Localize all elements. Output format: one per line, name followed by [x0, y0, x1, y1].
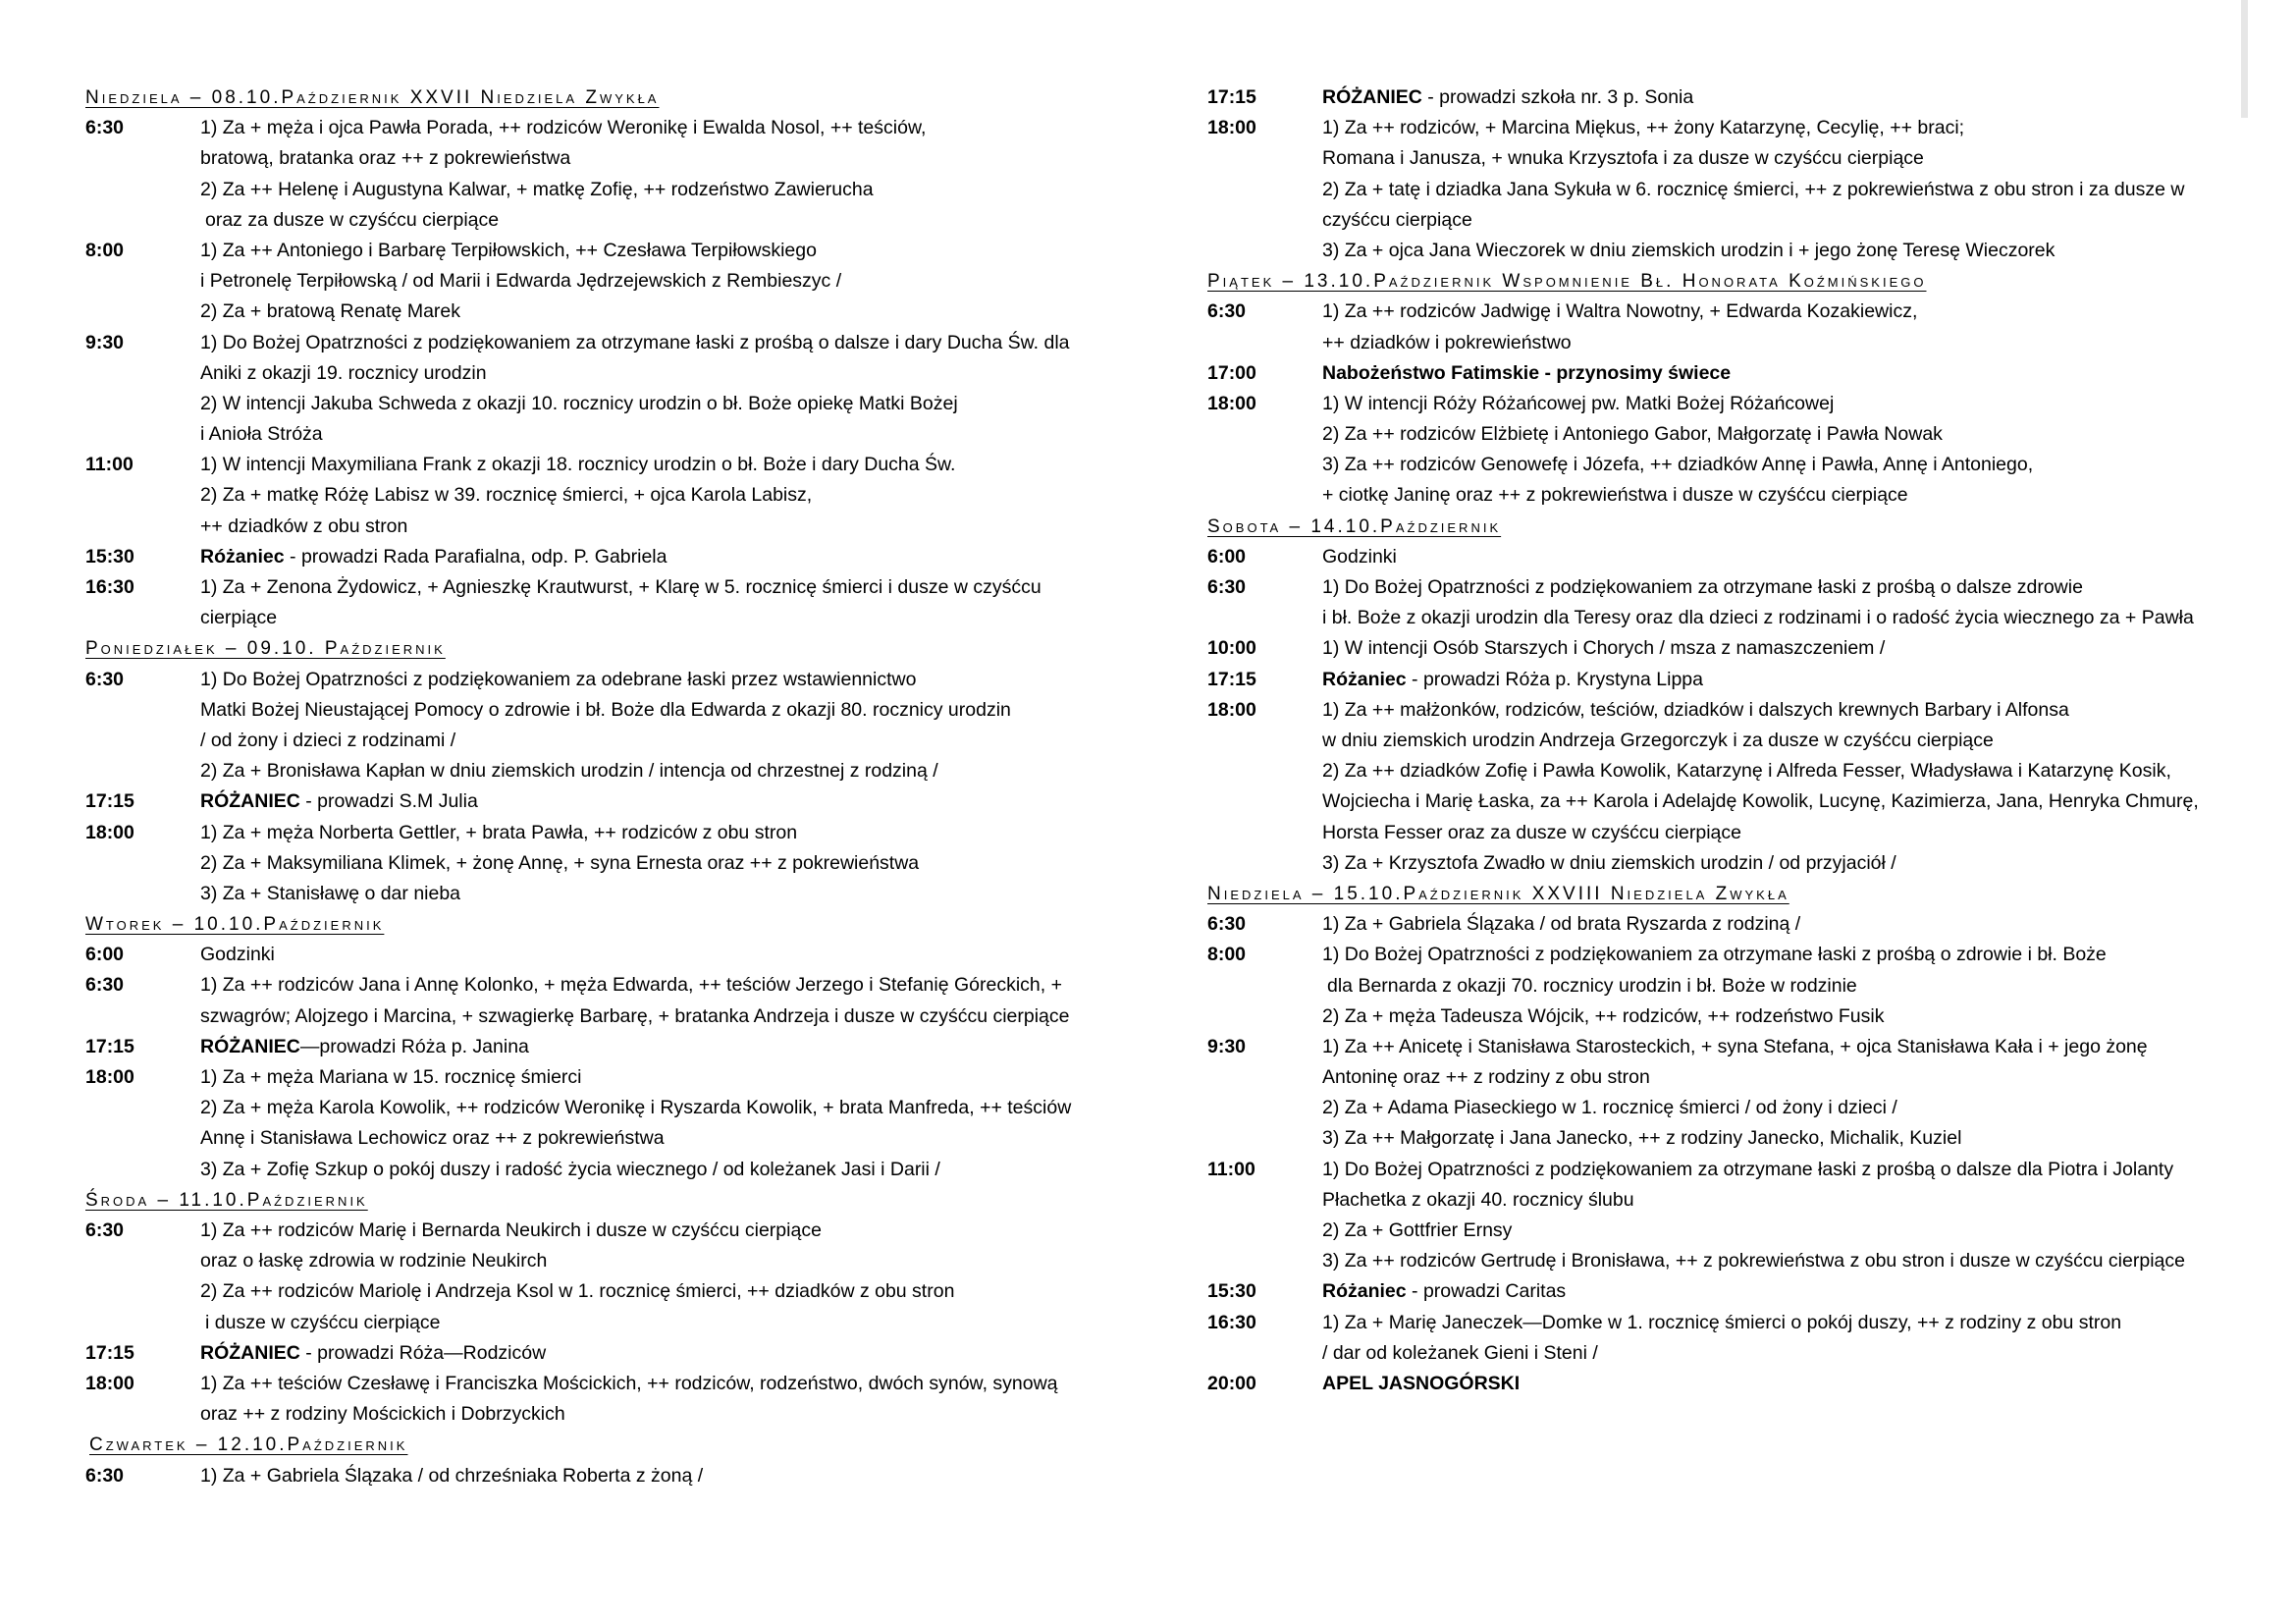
- intention-line: 2) Za ++ rodziców Elżbietę i Antoniego Gabor, Małgorzatę i Pawła Nowak: [1322, 423, 1943, 446]
- mass-entry: [1207, 358, 2238, 389]
- intention-lines: [200, 542, 1111, 572]
- intention-line: 1) W intencji Róży Różańcowej pw. Matki Bożej Różańcowej: [1322, 392, 1835, 414]
- mass-time: 9:30: [1207, 1035, 1247, 1057]
- day-header: Wtorek – 10.10.Październik: [85, 914, 385, 936]
- intention-line: 3) Za + Zofię Szkup o pokój duszy i radość życia wiecznego / od koleżanek Jasi i Darii /: [200, 1158, 940, 1180]
- intention-lines: [200, 1216, 1111, 1338]
- mass-time: 9:30: [85, 331, 125, 353]
- mass-time: 18:00: [85, 1372, 134, 1394]
- intention-lines: [1322, 542, 2238, 572]
- intention-line: Godzinki: [1322, 545, 1397, 568]
- intention-line: 3) Za + Stanisławę o dar nieba: [200, 882, 461, 904]
- intention-lines: [200, 786, 1111, 817]
- right-column: [1207, 82, 2238, 1399]
- mass-time: 6:00: [85, 944, 125, 966]
- intention-line: 1) Za ++ małżonków, rodziców, teściów, dziadków i dalszych krewnych Barbary i Alfonsa: [1322, 698, 2069, 721]
- mass-time: 6:30: [85, 974, 125, 997]
- service-name: Nabożeństwo Fatimskie - przynosimy świece: [1322, 361, 1732, 384]
- intention-lines: [1322, 909, 2238, 940]
- intention-line: i dusze w czyśćcu cierpiące: [205, 1311, 441, 1333]
- mass-time: 18:00: [1207, 698, 1256, 721]
- intention-line: 3) Za + Krzysztofa Zwadło w dniu ziemskich urodzin / od przyjaciół /: [1322, 851, 1896, 874]
- intention-line: 2) Za + Bronisława Kapłan w dniu ziemskich urodzin / intencja od chrzestnej z rodziną /: [200, 760, 938, 783]
- intention-lines: [1322, 1369, 2238, 1399]
- intention-line: i Anioła Stróża: [200, 423, 323, 446]
- intention-line: 1) Za + męża Norberta Gettler, + brata Pawła, ++ rodziców z obu stron: [200, 821, 798, 843]
- mass-entry: [85, 328, 1111, 451]
- intention-line: bratową, bratanka oraz ++ z pokrewieństwa: [200, 147, 571, 170]
- intention-line: 1) Do Bożej Opatrzności z podziękowaniem za otrzymane łaski z prośbą o zdrowie i bł. Boże: [1322, 944, 2107, 966]
- intention-lines: [1322, 113, 2238, 266]
- mass-time: 17:15: [85, 790, 134, 813]
- mass-entry: [1207, 572, 2238, 633]
- intention-line: 1) W intencji Maxymiliana Frank z okazji 18. rocznicy urodzin o bł. Boże i dary Ducha Św.: [200, 454, 956, 476]
- intention-line: oraz o łaskę zdrowia w rodzinie Neukirch: [200, 1250, 548, 1272]
- intention-line: ++ dziadków i pokrewieństwo: [1322, 331, 1572, 353]
- day-header: Niedziela – 08.10.Październik XXVII Niedziela Zwykła: [85, 87, 660, 108]
- intention-line: 1) Za ++ rodziców Marię i Bernarda Neukirch i dusze w czyśćcu cierpiące: [200, 1219, 822, 1241]
- intention-line: 1) Za + Gabriela Ślązaka / od brata Ryszarda z rodziną /: [1322, 913, 1801, 936]
- mass-time: 15:30: [1207, 1280, 1256, 1303]
- intention-line: 2) W intencji Jakuba Schweda z okazji 10. rocznicy urodzin o bł. Boże opiekę Matki Bożej: [200, 392, 958, 414]
- mass-time: 6:30: [85, 1464, 125, 1487]
- day-header: Niedziela – 15.10.Październik XXVIII Niedziela Zwykła: [1207, 883, 1789, 904]
- intention-lines: [1322, 297, 2238, 357]
- intention-lines: [200, 940, 1111, 970]
- day-header: Sobota – 14.10.Październik: [1207, 515, 1502, 537]
- intention-line: oraz za dusze w czyśćcu cierpiące: [205, 208, 500, 231]
- intention-line: Annę i Stanisława Lechowicz oraz ++ z pokrewieństwa: [200, 1127, 665, 1150]
- intention-lines: [200, 1461, 1111, 1491]
- intention-line: szwagrów; Alojzego i Marcina, + szwagierkę Barbarę, + bratanka Andrzeja i dusze w czyśćcu cierpiące: [200, 1004, 1070, 1027]
- mass-entry: [85, 1062, 1111, 1185]
- intention-line: 3) Za ++ rodziców Gertrudę i Bronisława, ++ z pokrewieństwa z obu stron i dusze w czyśćcu cierpiące: [1322, 1250, 2185, 1272]
- intention-line: 1) Za ++ teściów Czesławę i Franciszka Mościckich, ++ rodziców, rodzeństwo, dwóch synów, synową: [200, 1372, 1058, 1394]
- mass-time: 6:30: [85, 117, 125, 139]
- mass-entry: [85, 665, 1111, 787]
- intention-line: 1) Za ++ rodziców Jadwigę i Waltra Nowotny, + Edwarda Kozakiewicz,: [1322, 300, 1918, 323]
- intention-lines: [1322, 389, 2238, 512]
- intention-line: 2) Za + tatę i dziadka Jana Sykuła w 6. rocznicę śmierci, ++ z pokrewieństwa z obu stron i za dusze w: [1322, 178, 2185, 200]
- mass-time: 8:00: [85, 239, 125, 261]
- mass-entry: [85, 542, 1111, 572]
- intention-line: oraz ++ z rodziny Mościckich i Dobrzyckich: [200, 1403, 565, 1426]
- service-detail: —prowadzi Róża p. Janina: [299, 1035, 529, 1057]
- mass-entry: [1207, 1276, 2238, 1307]
- mass-entry: [85, 450, 1111, 542]
- mass-entry: [85, 1216, 1111, 1338]
- intention-line: 1) Za ++ Antoniego i Barbarę Terpiłowskich, ++ Czesława Terpiłowskiego: [200, 239, 817, 261]
- intention-line: 2) Za + matkę Różę Labisz w 39. rocznicę śmierci, + ojca Karola Labisz,: [200, 484, 813, 507]
- intention-lines: [1322, 1276, 2238, 1307]
- mass-entry: [85, 113, 1111, 236]
- mass-time: 17:15: [1207, 86, 1256, 108]
- service-detail: - prowadzi Róża—Rodziców: [299, 1341, 547, 1364]
- mass-entry: [1207, 695, 2238, 879]
- service-name: RÓŻANIEC: [200, 1035, 300, 1057]
- intention-line: [200, 1338, 1111, 1369]
- intention-line: Antoninę oraz ++ z rodziny z obu stron: [1322, 1066, 1650, 1089]
- day-header: Piątek – 13.10.Październik Wspomnienie Bł. Honorata Koźmińskiego: [1207, 271, 1927, 293]
- intention-lines: [1322, 1155, 2238, 1277]
- intention-line: 2) Za + Gottfrier Ernsy: [1322, 1219, 1513, 1242]
- intention-line: 1) Za ++ rodziców, + Marcina Miękus, ++ żony Katarzynę, Cecylię, ++ braci;: [1322, 117, 1965, 139]
- mass-time: 17:00: [1207, 361, 1256, 384]
- service-detail: - prowadzi Róża p. Krystyna Lippa: [1406, 668, 1704, 690]
- intention-lines: [200, 1062, 1111, 1185]
- mass-time: 18:00: [1207, 392, 1256, 414]
- intention-lines: [1322, 572, 2238, 633]
- intention-line: 3) Za ++ Małgorzatę i Jana Janecko, ++ z rodziny Janecko, Michalik, Kuziel: [1322, 1127, 1962, 1150]
- mass-time: 6:00: [1207, 545, 1247, 568]
- service-detail: - prowadzi Caritas: [1406, 1280, 1567, 1303]
- service-name: RÓŻANIEC: [1322, 86, 1422, 108]
- day-header: Poniedziałek – 09.10. Październik: [85, 638, 446, 660]
- mass-entry: [85, 818, 1111, 910]
- service-name: APEL JASNOGÓRSKI: [1322, 1372, 1521, 1394]
- intention-lines: [200, 818, 1111, 910]
- intention-line: 2) Za + męża Tadeusza Wójcik, ++ rodziców, ++ rodzeństwo Fusik: [1322, 1004, 1885, 1027]
- mass-entry: [85, 940, 1111, 970]
- intention-line: cierpiące: [200, 607, 278, 629]
- mass-time: 6:30: [85, 1219, 125, 1241]
- intention-line: Matki Bożej Nieustającej Pomocy o zdrowie i bł. Boże dla Edwarda z okazji 80. rocznicy urodzin: [200, 698, 1011, 721]
- mass-time: 17:15: [1207, 668, 1256, 690]
- intention-line: 1) Do Bożej Opatrzności z podziękowaniem za odebrane łaski przez wstawiennictwo: [200, 668, 917, 690]
- mass-time: 17:15: [85, 1035, 134, 1057]
- intention-line: [200, 542, 1111, 572]
- mass-time: 6:30: [1207, 913, 1247, 936]
- mass-time: 15:30: [85, 545, 134, 568]
- intention-line: [1322, 358, 2238, 389]
- mass-entry: [1207, 1369, 2238, 1399]
- mass-entry: [1207, 909, 2238, 940]
- intention-lines: [200, 1338, 1111, 1369]
- day-header: Czwartek – 12.10.Październik: [89, 1435, 408, 1456]
- intention-lines: [200, 236, 1111, 328]
- intention-line: + ciotkę Janinę oraz ++ z pokrewieństwa i dusze w czyśćcu cierpiące: [1322, 484, 1908, 507]
- intention-lines: [200, 572, 1111, 633]
- mass-entry: [1207, 1155, 2238, 1277]
- mass-entry: [1207, 389, 2238, 512]
- intention-line: 1) Za ++ Anicetę i Stanisława Starosteckich, + syna Stefana, + ojca Stanisława Kała i + jego żonę: [1322, 1035, 2148, 1057]
- intention-line: dla Bernarda z okazji 70. rocznicy urodzin i bł. Boże w rodzinie: [1327, 974, 1857, 997]
- mass-time: 16:30: [85, 576, 134, 599]
- mass-entry: [85, 970, 1111, 1031]
- intention-line: 1) W intencji Osób Starszych i Chorych / msza z namaszczeniem /: [1322, 637, 1886, 660]
- service-detail: - prowadzi S.M Julia: [299, 790, 478, 813]
- mass-entry: [1207, 82, 2238, 113]
- intention-line: [200, 786, 1111, 817]
- mass-entry: [1207, 665, 2238, 695]
- mass-time: 10:00: [1207, 637, 1256, 660]
- mass-time: 8:00: [1207, 944, 1247, 966]
- intention-line: Godzinki: [200, 944, 275, 966]
- intention-line: 1) Do Bożej Opatrzności z podziękowaniem za otrzymane łaski z prośbą o dalsze dla Piotra i Jolanty: [1322, 1158, 2174, 1180]
- mass-entry: [85, 572, 1111, 633]
- mass-time: 6:30: [1207, 300, 1247, 323]
- intention-lines: [1322, 633, 2238, 664]
- mass-entry: [1207, 1308, 2238, 1369]
- intention-line: 1) Za + Gabriela Ślązaka / od chrześniaka Roberta z żoną /: [200, 1464, 704, 1487]
- service-name: Różaniec: [1322, 668, 1407, 690]
- intention-lines: [200, 113, 1111, 236]
- intention-lines: [1322, 665, 2238, 695]
- intention-lines: [1322, 1308, 2238, 1369]
- mass-time: 18:00: [85, 821, 134, 843]
- mass-time: 17:15: [85, 1341, 134, 1364]
- service-detail: - prowadzi Rada Parafialna, odp. P. Gabriela: [284, 545, 667, 568]
- mass-entry: [85, 1461, 1111, 1491]
- intention-line: 1) Za ++ rodziców Jana i Annę Kolonko, + męża Edwarda, ++ teściów Jerzego i Stefanię Góreckich, +: [200, 974, 1062, 997]
- intention-line: / od żony i dzieci z rodzinami /: [200, 729, 456, 751]
- intention-lines: [1322, 940, 2238, 1032]
- intention-line: 2) Za + Maksymiliana Klimek, + żonę Annę, + syna Ernesta oraz ++ z pokrewieństwa: [200, 851, 920, 874]
- intention-lines: [200, 1369, 1111, 1430]
- intention-line: 2) Za + bratową Renatę Marek: [200, 300, 461, 323]
- intention-line: [1322, 1276, 2238, 1307]
- intention-line: w dniu ziemskich urodzin Andrzeja Grzegorczyk i za dusze w czyśćcu cierpiące: [1322, 730, 1994, 752]
- intention-line: Płachetka z okazji 40. rocznicy ślubu: [1322, 1188, 1634, 1211]
- intention-lines: [1322, 695, 2238, 879]
- mass-time: 18:00: [1207, 117, 1256, 139]
- intention-line: Horsta Fesser oraz za dusze w czyśćcu cierpiące: [1322, 821, 1741, 843]
- mass-time: 11:00: [85, 454, 133, 476]
- intention-line: 3) Za ++ rodziców Genowefę i Józefa, ++ dziadków Annę i Pawła, Annę i Antoniego,: [1322, 454, 2034, 476]
- intention-line: Romana i Janusza, + wnuka Krzysztofa i za dusze w czyśćcu cierpiące: [1322, 147, 1924, 170]
- scrollbar[interactable]: [2241, 0, 2248, 118]
- service-name: RÓŻANIEC: [200, 1341, 300, 1364]
- intention-line: 1) Do Bożej Opatrzności z podziękowaniem za otrzymane łaski z prośbą o dalsze zdrowie: [1322, 576, 2083, 599]
- mass-entry: [85, 1369, 1111, 1430]
- intention-lines: [1322, 358, 2238, 389]
- mass-entry: [85, 236, 1111, 328]
- intention-line: ++ dziadków z obu stron: [200, 514, 408, 537]
- service-name: Różaniec: [200, 545, 285, 568]
- mass-time: 11:00: [1207, 1158, 1255, 1180]
- mass-entry: [1207, 940, 2238, 1032]
- intention-lines: [200, 328, 1111, 451]
- mass-time: 6:30: [1207, 576, 1247, 599]
- mass-time: 6:30: [85, 668, 125, 690]
- mass-entry: [1207, 542, 2238, 572]
- mass-entry: [1207, 297, 2238, 357]
- day-header: Środa – 11.10.Październik: [85, 1189, 368, 1211]
- intention-line: 2) Za ++ rodziców Mariolę i Andrzeja Ksol w 1. rocznicę śmierci, ++ dziadków z obu stron: [200, 1280, 955, 1303]
- mass-entry: [1207, 633, 2238, 664]
- intention-lines: [200, 1032, 1111, 1062]
- intention-line: 1) Za + męża Mariana w 15. rocznicę śmierci: [200, 1066, 582, 1089]
- intention-line: 2) Za ++ Helenę i Augustyna Kalwar, + matkę Zofię, ++ rodzeństwo Zawierucha: [200, 178, 874, 200]
- intention-line: [1322, 1369, 2238, 1399]
- left-column: [85, 82, 1111, 1491]
- intention-line: i bł. Boże z okazji urodzin dla Teresy oraz dla dzieci z rodzinami i o radość życia wiecznego za + Pawła: [1322, 607, 2194, 629]
- intention-line: 1) Za + Zenona Żydowicz, + Agnieszkę Krautwurst, + Klarę w 5. rocznicę śmierci i dusze w czyśćcu: [200, 576, 1041, 599]
- intention-lines: [200, 970, 1111, 1031]
- intention-line: 2) Za + męża Karola Kowolik, ++ rodziców Weronikę i Ryszarda Kowolik, + brata Manfreda, ++ teściów: [200, 1097, 1072, 1119]
- service-name: RÓŻANIEC: [200, 790, 300, 813]
- service-detail: - prowadzi szkoła nr. 3 p. Sonia: [1421, 86, 1694, 108]
- intention-line: 2) Za + Adama Piaseckiego w 1. rocznicę śmierci / od żony i dzieci /: [1322, 1097, 1897, 1119]
- intention-lines: [1322, 1032, 2238, 1155]
- intention-line: 1) Za + męża i ojca Pawła Porada, ++ rodziców Weronikę i Ewalda Nosol, ++ teściów,: [200, 117, 927, 139]
- intention-line: czyśćcu cierpiące: [1322, 208, 1472, 231]
- intention-line: Aniki z okazji 19. rocznicy urodzin: [200, 361, 487, 384]
- mass-entry: [85, 786, 1111, 817]
- intention-line: 3) Za + ojca Jana Wieczorek w dniu ziemskich urodzin i + jego żonę Teresę Wieczorek: [1322, 239, 2056, 261]
- intention-line: [200, 1032, 1111, 1062]
- intention-lines: [200, 450, 1111, 542]
- mass-time: 16:30: [1207, 1311, 1256, 1333]
- mass-entry: [85, 1032, 1111, 1062]
- intention-line: 1) Do Bożej Opatrzności z podziękowaniem za otrzymane łaski z prośbą o dalsze i dary Ducha Św. dla: [200, 331, 1070, 353]
- mass-time: 20:00: [1207, 1372, 1256, 1394]
- intention-line: i Petronelę Terpiłowską / od Marii i Edwarda Jędrzejewskich z Rembieszyc /: [200, 270, 842, 293]
- intention-line: / dar od koleżanek Gieni i Steni /: [1322, 1341, 1598, 1364]
- mass-time: 18:00: [85, 1066, 134, 1089]
- intention-lines: [1322, 82, 2238, 113]
- intention-lines: [200, 665, 1111, 787]
- intention-line: [1322, 665, 2238, 695]
- service-name: Różaniec: [1322, 1280, 1407, 1303]
- intention-line: Wojciecha i Marię Łaska, za ++ Karola i Adelajdę Kowolik, Lucynę, Kazimierza, Jana, Henryka Chmurę,: [1322, 790, 2199, 813]
- intention-line: [1322, 82, 2238, 113]
- intention-line: 1) Za + Marię Janeczek—Domke w 1. rocznicę śmierci o pokój duszy, ++ z rodziny z obu stron: [1322, 1311, 2122, 1333]
- mass-entry: [1207, 1032, 2238, 1155]
- intention-line: 2) Za ++ dziadków Zofię i Pawła Kowolik, Katarzynę i Alfreda Fesser, Władysława i Katarzynę Kosik,: [1322, 760, 2171, 783]
- mass-entry: [1207, 113, 2238, 266]
- mass-entry: [85, 1338, 1111, 1369]
